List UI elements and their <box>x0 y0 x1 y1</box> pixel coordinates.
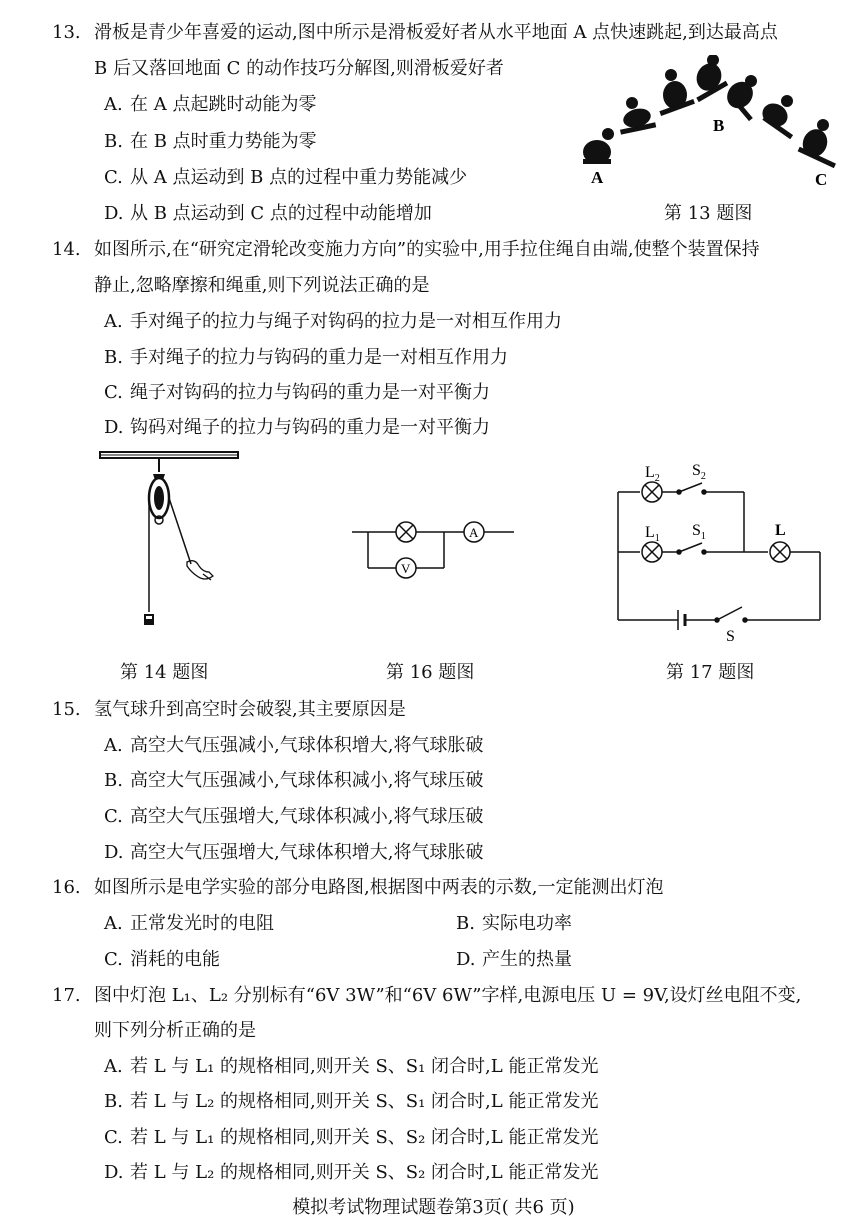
q16-option-d <box>456 945 572 971</box>
q13-stem-line1 <box>52 18 778 44</box>
q16-option-a <box>104 909 274 935</box>
q13-option-a <box>104 90 316 116</box>
ammeter-label: A <box>469 525 479 540</box>
page-footer: 模拟考试物理试题卷第3页( 共6 页) <box>292 1197 575 1218</box>
option-letter: B. <box>456 913 475 934</box>
option-text: 手对绳子的拉力与绳子对钩码的拉力是一对相互作用力 <box>130 311 562 332</box>
fig17-s1-label: $S_1$ <box>692 522 706 542</box>
q17-option-d <box>104 1158 598 1184</box>
q14-number: 14. <box>52 239 81 260</box>
fig16-circuit <box>348 512 518 582</box>
q15-option-a <box>104 731 483 757</box>
skateboarder-figure <box>575 55 845 195</box>
option-letter: D. <box>104 417 124 438</box>
fig17-caption: 第 17 题图 <box>666 662 755 683</box>
fig14-caption: 第 14 题图 <box>120 662 209 683</box>
fig17-l2-label: $L_2$ <box>645 464 660 484</box>
option-text: 钩码对绳子的拉力与钩码的重力是一对平衡力 <box>130 417 490 438</box>
q17-option-c <box>104 1123 598 1149</box>
option-text: 高空大气压强减小,气球体积增大,将气球胀破 <box>130 735 484 756</box>
q13-number: 13. <box>52 22 81 43</box>
q16-option-b <box>456 909 572 935</box>
q14-text: 如图所示,在“研究定滑轮改变施力方向”的实验中,用手拉住绳自由端,使整个装置保持 <box>94 239 760 260</box>
fig17-l-label: L <box>775 522 786 539</box>
option-text: 消耗的电能 <box>130 949 220 970</box>
q17-option-b <box>104 1087 598 1113</box>
q16-option-c <box>104 945 220 971</box>
option-letter: D. <box>456 949 476 970</box>
q15-option-b <box>104 766 483 792</box>
q17-option-a <box>104 1052 598 1078</box>
option-text: 高空大气压强增大,气球体积增大,将气球胀破 <box>130 842 484 863</box>
pulley-figure <box>95 440 245 640</box>
option-text: 实际电功率 <box>482 913 572 934</box>
option-text: 手对绳子的拉力与钩码的重力是一对相互作用力 <box>130 347 508 368</box>
option-text: 在 A 点起跳时动能为零 <box>130 94 317 115</box>
option-text: 从 B 点运动到 C 点的过程中动能增加 <box>130 203 432 224</box>
q14-stem-line2: 静止,忽略摩擦和绳重,则下列说法正确的是 <box>94 275 430 296</box>
q16-number: 16. <box>52 877 81 898</box>
fig17-circuit <box>612 455 827 645</box>
option-letter: B. <box>104 1091 123 1112</box>
option-letter: C. <box>104 806 123 827</box>
option-letter: D. <box>104 1162 124 1183</box>
q17-stem-line1 <box>52 981 801 1007</box>
fig17-l1-label: $L_1$ <box>645 524 660 544</box>
option-letter: A. <box>104 1056 123 1077</box>
q15-stem-line1 <box>52 695 406 721</box>
option-letter: C. <box>104 382 123 403</box>
q17-number: 17. <box>52 985 81 1006</box>
q13-option-d <box>104 199 432 225</box>
option-text: 正常发光时的电阻 <box>130 913 274 934</box>
fig13-label-a: A <box>591 168 604 187</box>
q15-text: 氢气球升到高空时会破裂,其主要原因是 <box>94 699 406 720</box>
option-letter: A. <box>104 735 123 756</box>
q13-option-b <box>104 127 317 153</box>
q13-option-c <box>104 163 467 189</box>
q16-text: 如图所示是电学实验的部分电路图,根据图中两表的示数,一定能测出灯泡 <box>94 877 664 898</box>
option-letter: A. <box>104 311 123 332</box>
q13-stem-line2: B 后又落回地面 C 的动作技巧分解图,则滑板爱好者 <box>94 58 504 79</box>
option-text: 若 L 与 L₂ 的规格相同,则开关 S、S₂ 闭合时,L 能正常发光 <box>130 1162 599 1183</box>
fig17-s2-label: $S_2$ <box>692 462 706 482</box>
q17-text: 图中灯泡 L₁、L₂ 分别标有“6V 3W”和“6V 6W”字样,电源电压 U = 9V,设灯丝电阻不变, <box>94 985 802 1006</box>
q14-option-a <box>104 307 562 333</box>
option-letter: D. <box>104 203 124 224</box>
option-text: 若 L 与 L₁ 的规格相同,则开关 S、S₂ 闭合时,L 能正常发光 <box>130 1127 599 1148</box>
fig13-caption: 第 13 题图 <box>664 203 753 224</box>
q14-stem-line1 <box>52 235 760 261</box>
option-text: 高空大气压强增大,气球体积减小,将气球压破 <box>130 806 484 827</box>
option-letter: B. <box>104 770 123 791</box>
option-text: 从 A 点运动到 B 点的过程中重力势能减少 <box>130 167 468 188</box>
fig13-label-c: C <box>815 170 828 189</box>
option-letter: B. <box>104 131 123 152</box>
voltmeter-label: V <box>401 561 411 576</box>
q17-stem-line2: 则下列分析正确的是 <box>94 1020 256 1041</box>
option-letter: A. <box>104 913 123 934</box>
fig16-caption: 第 16 题图 <box>386 662 475 683</box>
option-text: 高空大气压强减小,气球体积减小,将气球压破 <box>130 770 484 791</box>
q16-stem-line1 <box>52 873 663 899</box>
fig17-s-label: S <box>726 628 735 645</box>
option-letter: B. <box>104 347 123 368</box>
option-letter: A. <box>104 94 123 115</box>
option-letter: D. <box>104 842 124 863</box>
q15-option-c <box>104 802 483 828</box>
option-letter: C. <box>104 949 123 970</box>
option-letter: C. <box>104 167 123 188</box>
option-text: 若 L 与 L₂ 的规格相同,则开关 S、S₁ 闭合时,L 能正常发光 <box>130 1091 599 1112</box>
option-letter: C. <box>104 1127 123 1148</box>
option-text: 产生的热量 <box>482 949 572 970</box>
option-text: 若 L 与 L₁ 的规格相同,则开关 S、S₁ 闭合时,L 能正常发光 <box>130 1056 599 1077</box>
q15-option-d <box>104 838 483 864</box>
q14-option-c <box>104 378 490 404</box>
q14-option-d <box>104 413 490 439</box>
q14-option-b <box>104 343 508 369</box>
q13-text: 滑板是青少年喜爱的运动,图中所示是滑板爱好者从水平地面 A 点快速跳起,到达最高点 <box>94 22 778 43</box>
option-text: 绳子对钩码的拉力与钩码的重力是一对平衡力 <box>130 382 490 403</box>
option-text: 在 B 点时重力势能为零 <box>130 131 317 152</box>
fig13-label-b: B <box>713 116 725 135</box>
q15-number: 15. <box>52 699 81 720</box>
